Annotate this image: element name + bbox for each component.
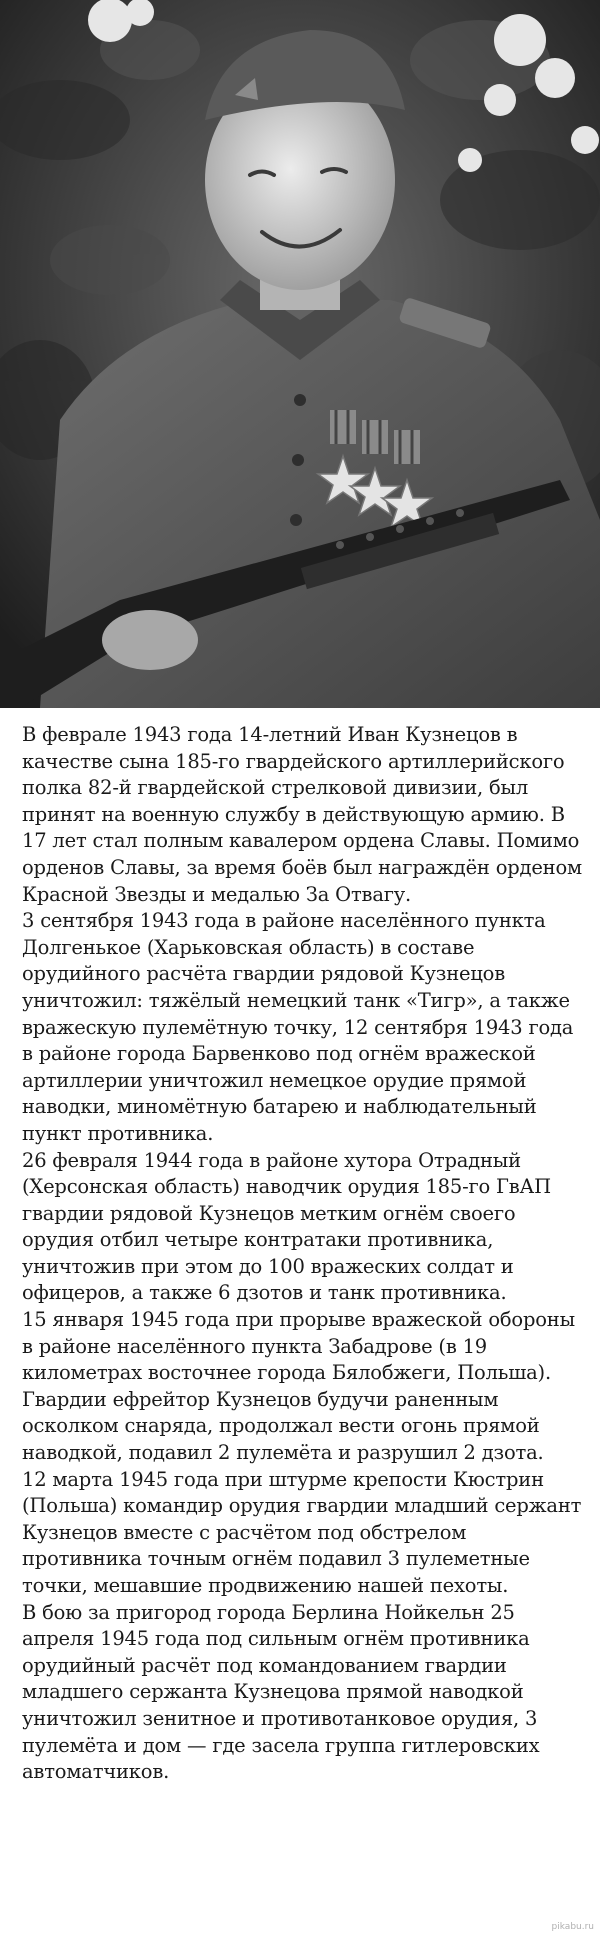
portrait-illustration bbox=[0, 0, 600, 708]
paragraph-intro: В феврале 1943 года 14-летний Иван Кузнецов в качестве сына 185-го гвардейского артиллерийского полка 82-й гвардейской стрелковой дивизии, был принят на военную службу в действующую армию. В 17 лет стал полным кавалером ордена Славы. Помимо орденов Славы, за время боёв был награждён орденом Красной Звезды и медалью За Отвагу. bbox=[22, 723, 582, 906]
paragraph-january-1945: 15 января 1945 года при прорыве вражеской обороны в районе населённого пункта Забадрове (в 19 километрах восточнее города Бялобжеги, Польша). Гвардии ефрейтор Кузнецов будучи раненным осколком снаряда, продолжал вести огонь прямой наводкой, подавил 2 пулемёта и разрушил 2 дзота. bbox=[22, 1308, 575, 1465]
watermark: pikabu.ru bbox=[551, 1922, 594, 1932]
article-text bbox=[22, 722, 584, 1786]
paragraph-february-1944: 26 февраля 1944 года в районе хутора Отрадный (Херсонская область) наводчик орудия 185-го ГвАП гвардии рядовой Кузнецов метким огнём своего орудия отбил четыре контратаки противника, уничтожив при этом до 100 вражеских солдат и офицеров, а также 6 дзотов и танк противника. bbox=[22, 1148, 551, 1305]
paragraph-march-1945: 12 марта 1945 года при штурме крепости Кюстрин (Польша) командир орудия гвардии младший сержант Кузнецов вместе с расчётом под обстрелом противника точным огнём подавил 3 пулеметные точки, мешавшие продвижению нашей пехоты. bbox=[22, 1467, 582, 1597]
paragraph-september-1943: 3 сентября 1943 года в районе населённого пункта Долгенькое (Харьковская область) в составе орудийного расчёта гвардии рядовой Кузнецов уничтожил: тяжёлый немецкий танк «Тигр», а также вражескую пулемётную точку, 12 сентября 1943 года в районе города Барвенково под огнём вражеской артиллерии уничтожил немецкое орудие прямой наводки, миномётную батарею и наблюдательный пункт противника. bbox=[22, 909, 574, 1145]
portrait-photo bbox=[0, 0, 600, 708]
hand bbox=[102, 610, 198, 670]
paragraph-april-1945: В бою за пригород города Берлина Нойкельн 25 апреля 1945 года под сильным огнём противника орудийный расчёт под командованием гвардии младшего сержанта Кузнецова прямой наводкой уничтожил зенитное и противотанковое орудия, 3 пулемёта и дом — где засела группа гитлеровских автоматчиков. bbox=[22, 1600, 540, 1784]
